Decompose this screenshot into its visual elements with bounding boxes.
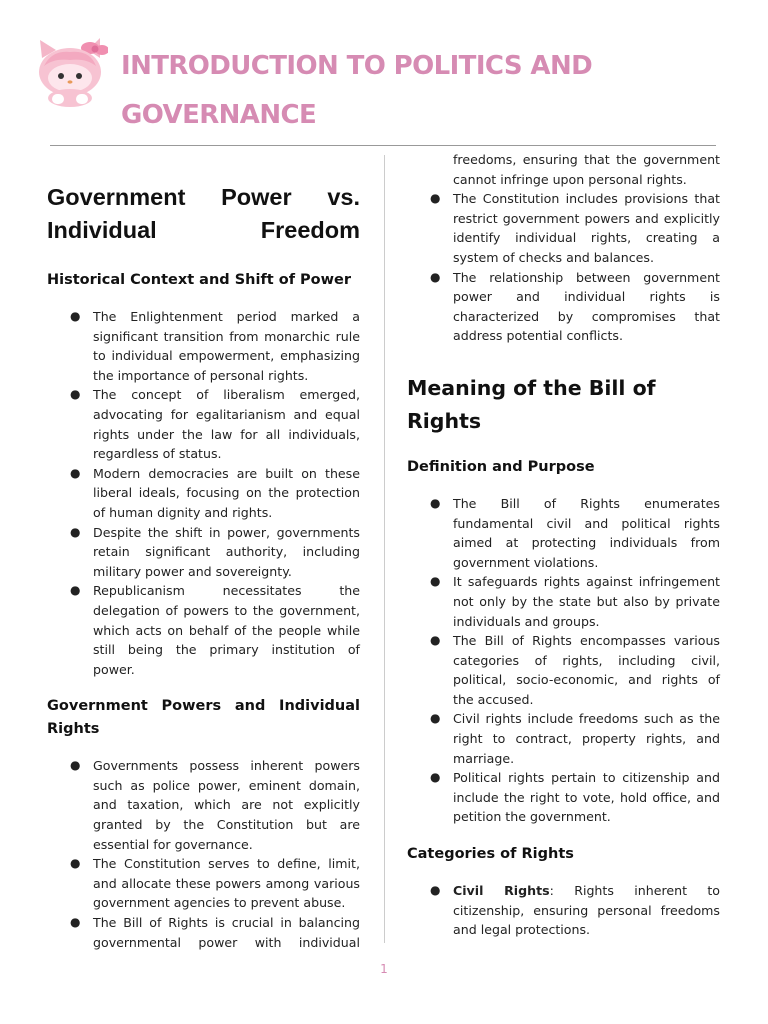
page-number: 1 bbox=[380, 962, 388, 976]
list-item-continued: freedoms, ensuring that the government cannot infringe upon personal rights. bbox=[453, 152, 720, 187]
header-divider bbox=[50, 145, 716, 146]
list-item: ● Civil Rights: Rights inherent to citizenship, ensuring personal freedoms and legal protections. bbox=[430, 883, 720, 938]
bullet-icon: ● bbox=[70, 465, 81, 480]
term-civil-rights: Civil Rights bbox=[453, 883, 550, 899]
bullet-icon: ● bbox=[430, 574, 441, 589]
list-item: ● Modern democracies are built on these liberal ideals, focusing on the protection of human dignity and rights. bbox=[70, 465, 360, 520]
bullet-icon: ● bbox=[70, 583, 81, 598]
list-item: ● Civil rights include freedoms such as the right to contract, property rights, and marriage. bbox=[430, 711, 720, 766]
bullet-icon: ● bbox=[70, 758, 81, 773]
bullet-icon: ● bbox=[70, 387, 81, 402]
bullet-icon: ● bbox=[430, 269, 441, 284]
list-item: ● Governments possess inherent powers such as police power, eminent domain, and taxation, which are not explicitly granted by the Constitution but are essential for governance. bbox=[70, 758, 360, 852]
list-item: ● The Bill of Rights is crucial in balancing governmental power with individual bbox=[70, 915, 360, 950]
continued-list bbox=[407, 150, 720, 346]
subheading-historical-context: Historical Context and Shift of Power bbox=[47, 272, 352, 288]
list-item: ● Political rights pertain to citizenship and include the right to vote, hold office, and petition the government. bbox=[430, 770, 720, 825]
bullet-icon: ● bbox=[430, 883, 441, 898]
bullet-icon: ● bbox=[70, 309, 81, 323]
list-item: ● Republicanism necessitates the delegation of powers to the government, which acts on behalf of the people while still being the primary institution of power. bbox=[70, 583, 360, 677]
section-title-bill-of-rights: Meaning of the Bill of Rights bbox=[407, 375, 656, 433]
subheading-categories: Categories of Rights bbox=[407, 846, 574, 863]
document-title: INTRODUCTION TO POLITICS AND GOVERNANCE bbox=[121, 51, 593, 130]
bullet-icon: ● bbox=[430, 191, 441, 206]
list-item: ● The relationship between government power and individual rights is characterized by compromises that address potential conflicts. bbox=[430, 269, 720, 344]
bullet-icon: ● bbox=[430, 633, 441, 648]
list-item: ● The Bill of Rights enumerates fundamental civil and political rights aimed at protecting individuals from government violations. bbox=[430, 495, 720, 570]
bullet-icon: ● bbox=[70, 524, 81, 539]
bullet-icon: ● bbox=[70, 915, 81, 930]
list-item: ● Despite the shift in power, governments retain significant authority, including military power and sovereignty. bbox=[70, 524, 360, 579]
cat-mascot-icon bbox=[30, 36, 108, 108]
list-item: ● The Bill of Rights encompasses various categories of rights, including civil, political, socio-economic, and rights of the accused. bbox=[430, 633, 720, 707]
column-divider bbox=[384, 155, 385, 943]
right-column bbox=[407, 150, 720, 940]
bullet-icon: ● bbox=[70, 856, 81, 871]
bullet-icon: ● bbox=[430, 711, 441, 726]
definition-list bbox=[407, 494, 720, 827]
list-item: ● The Constitution serves to define, limit, and allocate these powers among various government agencies to prevent abuse. bbox=[70, 856, 360, 911]
subheading-government-powers: Government Powers and Individual Rights bbox=[47, 698, 360, 738]
left-column bbox=[47, 150, 360, 952]
list-item: ● It safeguards rights against infringement not only by the state but also by private individuals and groups. bbox=[430, 574, 720, 629]
list-item: ● The concept of liberalism emerged, advocating for egalitarianism and equal rights under the law for all individuals, regardless of status. bbox=[70, 387, 360, 462]
categories-list bbox=[407, 881, 720, 940]
government-powers-list bbox=[47, 756, 360, 952]
section-title-government-power: Government Power vs. Individual Freedom bbox=[47, 184, 360, 243]
list-item: ● The Constitution includes provisions that restrict government powers and explicitly identify individual rights, creating a system of checks and balances. bbox=[430, 191, 720, 265]
historical-context-list bbox=[47, 307, 360, 679]
list-item: ● The Enlightenment period marked a significant transition from monarchic rule to individual empowerment, emphasizing the importance of personal rights. bbox=[70, 309, 360, 383]
bullet-icon: ● bbox=[430, 770, 441, 785]
subheading-definition-purpose: Definition and Purpose bbox=[407, 458, 595, 475]
bullet-icon: ● bbox=[430, 495, 441, 510]
